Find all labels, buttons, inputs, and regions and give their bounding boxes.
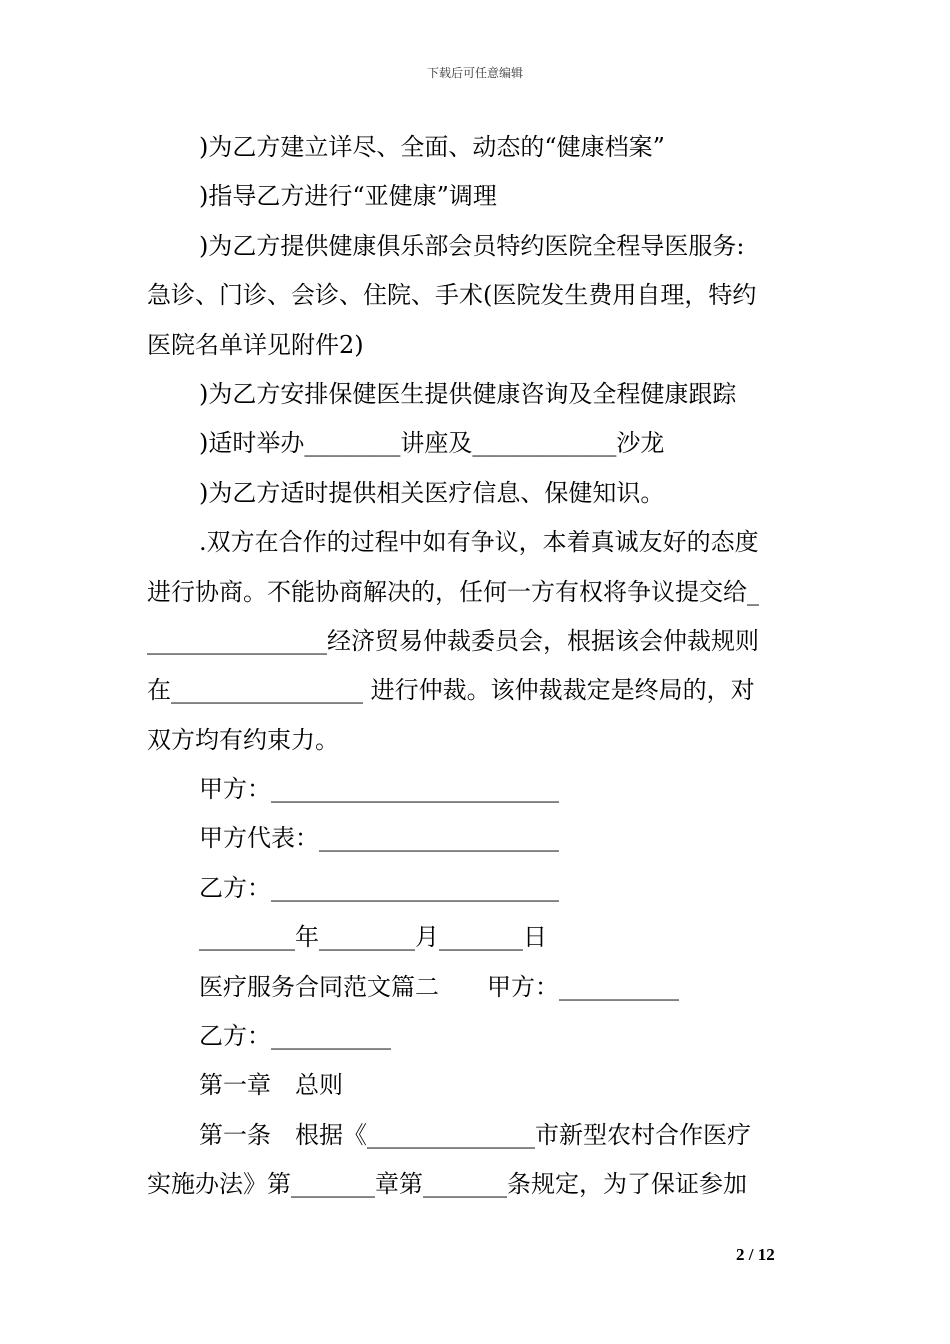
paragraph-line: )为乙方提供健康俱乐部会员特约医院全程导医服务: <box>199 231 745 260</box>
document-body <box>147 123 807 1210</box>
paragraph-line: )为乙方安排保健医生提供健康咨询及全程健康跟踪 <box>199 379 737 408</box>
paragraph-line: 在________________ 进行仲裁。该仲裁裁定是终局的，对 <box>147 676 755 705</box>
paragraph-line: 急诊、门诊、会诊、住院、手术(医院发生费用自理，特约 <box>147 281 757 310</box>
chapter-heading: 第一章 总则 <box>199 1071 343 1100</box>
section-title-line: 医疗服务合同范文篇二 甲方：__________ <box>199 972 679 1001</box>
paragraph-line: )适时举办________讲座及____________沙龙 <box>199 429 665 458</box>
paragraph-line: )为乙方建立详尽、全面、动态的“健康档案” <box>199 133 665 161</box>
paragraph-line: _______________经济贸易仲裁委员会，根据该会仲裁规则 <box>147 626 759 655</box>
paragraph-line: .双方在合作的过程中如有争议，本着真诚友好的态度 <box>199 528 759 557</box>
signature-line: 乙方：__________ <box>199 1022 391 1051</box>
page-number: 2 / 12 <box>736 1245 775 1264</box>
paragraph-line: )指导乙方进行“亚健康”调理 <box>199 182 497 211</box>
signature-line: 甲方：________________________ <box>199 775 559 804</box>
paragraph-line: 医院名单详见附件2) <box>147 330 364 359</box>
paragraph-line: 实施办法》第_______章第_______条规定，为了保证参加 <box>147 1170 747 1199</box>
paragraph-line: 第一条 根据《______________市新型农村合作医疗 <box>199 1120 751 1149</box>
signature-line: 甲方代表：____________________ <box>199 824 559 853</box>
paragraph-line: 进行协商。不能协商解决的，任何一方有权将争议提交给_ <box>147 577 759 606</box>
signature-line: 乙方：________________________ <box>199 873 559 902</box>
paragraph-line: 双方均有约束力。 <box>147 725 339 754</box>
date-line: ________年________月_______日 <box>199 923 547 952</box>
page-header: 下载后可任意编辑 <box>426 66 523 80</box>
paragraph-line: )为乙方适时提供相关医疗信息、保健知识。 <box>199 478 665 507</box>
